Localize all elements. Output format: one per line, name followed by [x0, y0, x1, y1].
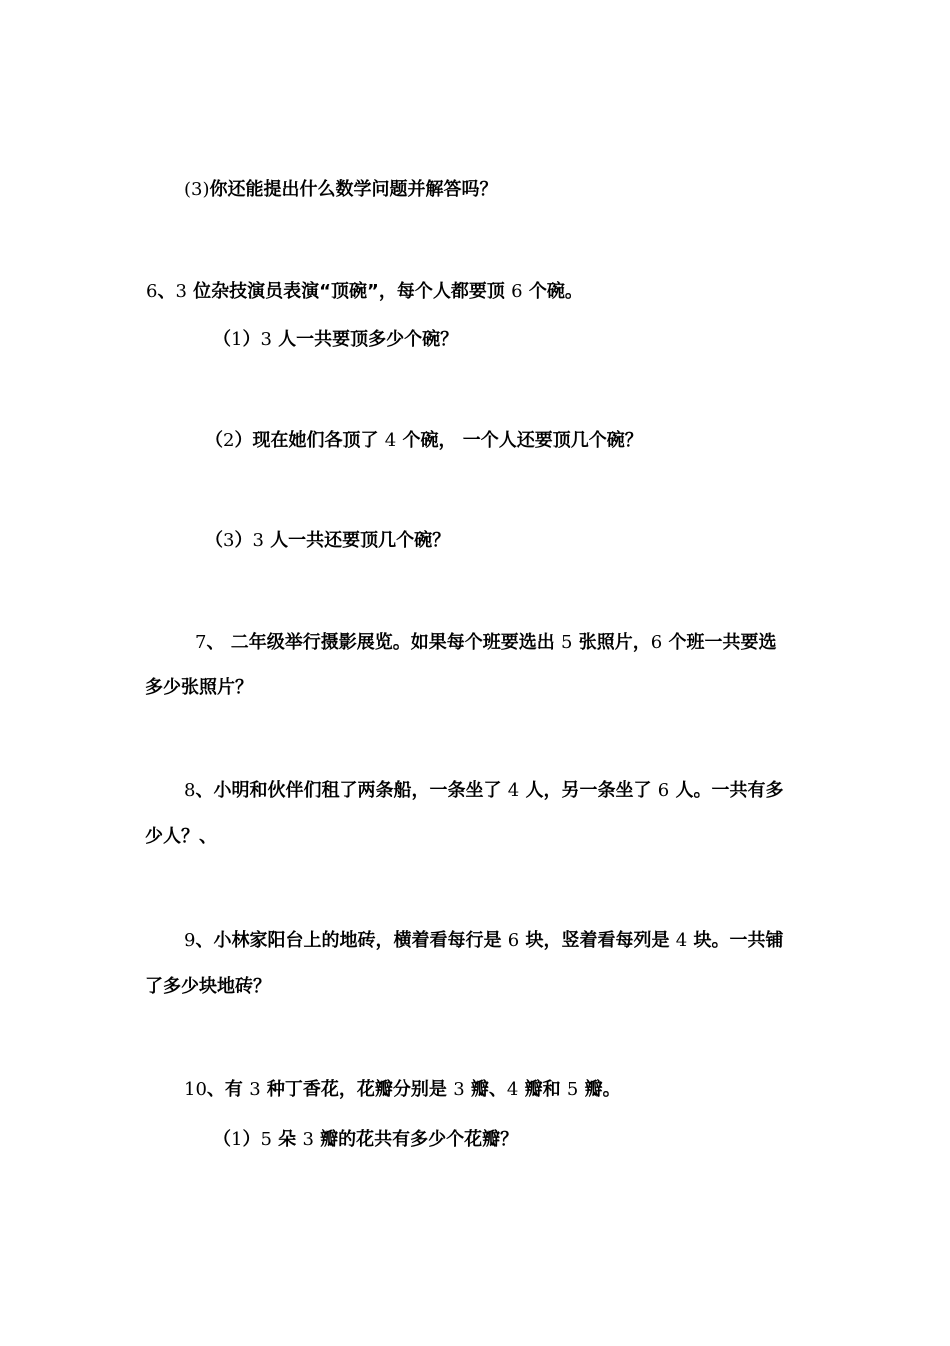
number-text: 6: [146, 281, 158, 302]
number-text: 5: [260, 1129, 272, 1150]
question-text: ）: [242, 329, 261, 350]
question-text: 朵: [271, 1129, 303, 1150]
number-text: 3: [260, 329, 272, 350]
number-text: 3: [453, 1079, 465, 1100]
number-text: 4: [506, 1079, 519, 1100]
number-text: 9: [184, 930, 196, 951]
question-text: 人一共要顶多少个碗？: [271, 329, 459, 350]
question-text: 块，竖着看每列是: [519, 930, 676, 951]
question-text: 个碗。: [522, 281, 583, 302]
question-text: （: [213, 1129, 231, 1150]
question-6-part-2: [205, 429, 643, 453]
question-text: 人。一共有多: [669, 780, 784, 801]
question-6-part-1: [213, 328, 458, 352]
question-7-line-2: [145, 676, 253, 700]
question-text: 块。一共铺: [687, 930, 784, 951]
question-text: 、小林家阳台上的地砖，横着看每行是: [195, 930, 508, 951]
question-text: 瓣的花共有多少个花瓣？: [313, 1129, 519, 1150]
question-text: 、小明和伙伴们租了两条船，一条坐了: [195, 780, 508, 801]
number-text: 4: [507, 780, 520, 801]
number-text: 5: [560, 632, 573, 653]
question-text: 个班一共要选: [662, 632, 777, 653]
number-text: 6: [657, 780, 670, 801]
number-text: 3: [223, 530, 235, 551]
number-text: 6: [507, 930, 520, 951]
question-text: 你还能提出什么数学问题并解答吗？: [209, 179, 498, 200]
question-6-stem: [146, 280, 583, 304]
number-text: 6: [650, 632, 663, 653]
question-text: 多少张照片？: [145, 677, 253, 698]
question-text: 位杂技演员表演“顶碗”，每个人都要顶: [186, 281, 512, 302]
number-text: 2: [223, 430, 235, 451]
question-text: 瓣、: [464, 1079, 507, 1100]
number-text: 10: [184, 1079, 207, 1100]
number-text: 3: [249, 1079, 261, 1100]
question-text: 种丁香花，花瓣分别是: [260, 1079, 454, 1100]
number-text: 3: [175, 281, 187, 302]
question-9-line-2: [145, 975, 271, 999]
question-10-stem: [184, 1078, 621, 1102]
question-text: 张照片，: [572, 632, 651, 653]
question-text: 人，另一条坐了: [519, 780, 658, 801]
number-text: 6: [511, 281, 523, 302]
question-text: （: [205, 430, 223, 451]
question-text: 瓣。: [578, 1079, 621, 1100]
question-text: 瓣和: [518, 1079, 567, 1100]
number-text: 7: [195, 632, 207, 653]
question-10-part-1: [213, 1128, 518, 1152]
question-text: 少人？、: [145, 826, 217, 847]
question-8-line-1: [184, 779, 783, 803]
question-8-line-2: [145, 825, 217, 849]
number-text: 1: [231, 329, 243, 350]
number-text: 4: [384, 430, 397, 451]
question-text: 、有: [206, 1079, 250, 1100]
question-text: ）: [242, 1129, 261, 1150]
number-text: 5: [566, 1079, 579, 1100]
number-text: (3): [184, 179, 210, 200]
number-text: 1: [231, 1129, 243, 1150]
question-text: 了多少块地砖？: [145, 976, 271, 997]
question-text: 个碗， 一个人还要顶几个碗？: [396, 430, 643, 451]
question-text: （: [205, 530, 223, 551]
question-text: ）现在她们各顶了: [234, 430, 385, 451]
question-7-line-1: [195, 631, 776, 655]
question-text: 人一共还要顶几个碗？: [263, 530, 451, 551]
question-text: （: [213, 329, 231, 350]
question-6-part-3: [205, 529, 450, 553]
question-5-part-3: [184, 178, 498, 202]
question-text: 、: [157, 281, 176, 302]
number-text: 8: [184, 780, 196, 801]
number-text: 3: [302, 1129, 314, 1150]
question-9-line-1: [184, 929, 783, 953]
number-text: 3: [252, 530, 264, 551]
question-text: 、 二年级举行摄影展览。如果每个班要选出: [206, 632, 561, 653]
number-text: 4: [675, 930, 688, 951]
question-text: ）: [234, 530, 253, 551]
